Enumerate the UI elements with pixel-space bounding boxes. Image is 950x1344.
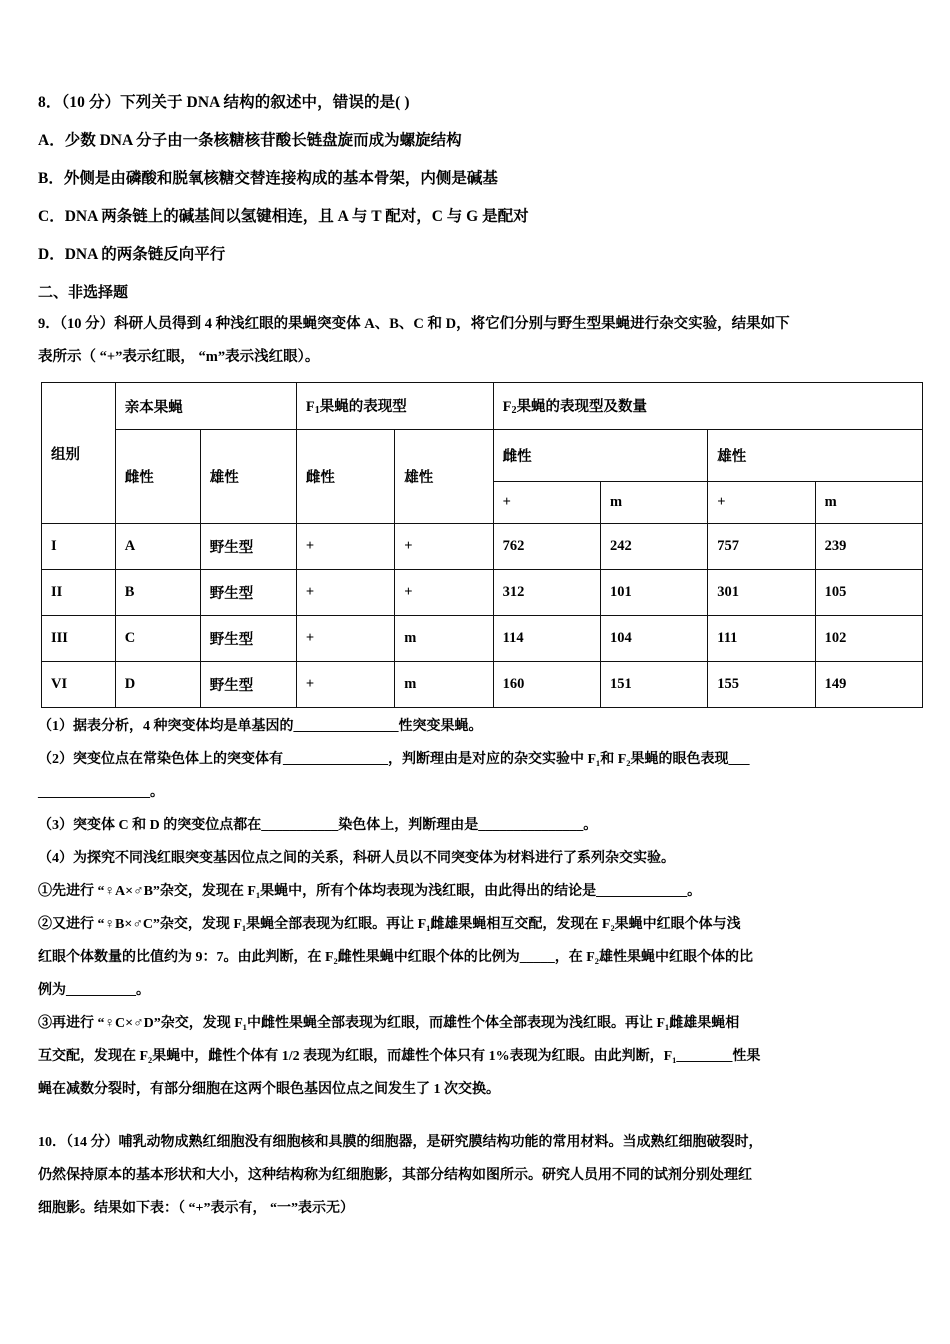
cell-f1-male: m <box>395 616 493 662</box>
cell-f2-male-plus: 155 <box>708 662 815 708</box>
cell-f2-male-plus: 757 <box>708 524 815 570</box>
question-8-option-a: A．少数 DNA 分子由一条核糖核苷酸长链盘旋而成为螺旋结构 <box>38 132 462 149</box>
question-9-item-2-line-2: 红眼个体数量的比值约为 9：7。由此判断，在 F₂雌性果蝇中红眼个体的比例为_____，在 F₂雄性果蝇中红眼个体的比 <box>38 950 753 965</box>
cell-parent-male: 野生型 <box>200 616 296 662</box>
cell-f1-female: + <box>296 616 394 662</box>
cell-f1-male: + <box>395 570 493 616</box>
table-header-group: 组别 <box>42 383 116 524</box>
question-9-stem-line-1: 9．（10 分）科研人员得到 4 种浅红眼的果蝇突变体 A、B、C 和 D，将它们分别与野生型果蝇进行杂交实验，结果如下 <box>38 316 790 332</box>
question-9-item-3-line-1: ③再进行 “♀C×♂D”杂交，发现 F₁中雌性果蝇全部表现为红眼，而雄性个体全部表现为浅红眼。再让 F₁雌雄果蝇相 <box>38 1016 740 1031</box>
cell-group: VI <box>42 662 116 708</box>
cross-experiment-table <box>41 382 923 708</box>
cell-f1-male: m <box>395 662 493 708</box>
table-header-f2-female: 雌性 <box>493 430 708 482</box>
question-9-part-2-line-2: ________________。 <box>38 785 164 800</box>
question-9-item-3-line-2: 互交配，发现在 F₂果蝇中，雌性个体有 1/2 表现为红眼，而雄性个体只有 1%表现为红眼。由此判断，F₁________性果 <box>38 1049 761 1064</box>
question-9-part-4: （4）为探究不同浅红眼突变基因位点之间的关系，科研人员以不同突变体为材料进行了系列杂交实验。 <box>38 851 675 866</box>
cell-group: III <box>42 616 116 662</box>
table-header-f2-female-m: m <box>600 482 707 524</box>
cell-group: II <box>42 570 116 616</box>
table-row <box>42 616 923 662</box>
question-8-option-b: B．外侧是由磷酸和脱氧核糖交替连接构成的基本骨架，内侧是碱基 <box>38 170 498 187</box>
question-9-item-1: ①先进行 “♀A×♂B”杂交，发现在 F₁果蝇中，所有个体均表现为浅红眼，由此得出的结论是_____________。 <box>38 884 702 899</box>
question-8-stem: 8．（10 分）下列关于 DNA 结构的叙述中，错误的是( ) <box>38 94 410 111</box>
table-header-parent-female: 雌性 <box>115 430 200 524</box>
question-9-stem-line-2: 表所示（ “+”表示红眼， “m”表示浅红眼）。 <box>38 349 320 365</box>
cell-f2-male-plus: 301 <box>708 570 815 616</box>
question-10-line-3: 细胞影。结果如下表：（ “+”表示有， “一”表示无） <box>38 1201 354 1216</box>
table-row <box>42 524 923 570</box>
cell-group: I <box>42 524 116 570</box>
cell-f1-female: + <box>296 570 394 616</box>
question-9-part-3: （3）突变体 C 和 D 的突变位点都在___________染色体上，判断理由是_______________。 <box>38 818 598 833</box>
table-header-parent-male: 雄性 <box>200 430 296 524</box>
cell-f1-male: + <box>395 524 493 570</box>
cell-f2-female-m: 242 <box>600 524 707 570</box>
cell-f2-male-plus: 111 <box>708 616 815 662</box>
table-header-f1: $F_1$果蝇的表现型 <box>296 383 493 430</box>
question-9-item-2-line-3: 例为__________。 <box>38 983 150 998</box>
cell-f1-female: + <box>296 524 394 570</box>
cell-parent-female: D <box>115 662 200 708</box>
question-9-item-3-line-3: 蝇在减数分裂时，有部分细胞在这两个眼色基因位点之间发生了 1 次交换。 <box>38 1082 500 1097</box>
cell-f2-male-m: 149 <box>815 662 922 708</box>
cell-parent-female: C <box>115 616 200 662</box>
table-header-f2-male-m: m <box>815 482 922 524</box>
cell-parent-male: 野生型 <box>200 662 296 708</box>
cell-parent-male: 野生型 <box>200 524 296 570</box>
question-8-option-d: D．DNA 的两条链反向平行 <box>38 246 226 263</box>
question-10-line-2: 仍然保持原本的基本形状和大小，这种结构称为红细胞影，其部分结构如图所示。研究人员用不同的试剂分别处理红 <box>38 1168 752 1183</box>
question-8-option-c: C．DNA 两条链上的碱基间以氢键相连，且 A 与 T 配对，C 与 G 是配对 <box>38 208 529 225</box>
table-header-f1-female: 雌性 <box>296 430 394 524</box>
table-row <box>42 662 923 708</box>
table-row <box>42 570 923 616</box>
cell-parent-female: A <box>115 524 200 570</box>
cell-parent-female: B <box>115 570 200 616</box>
table-header-f2: $F_2$果蝇的表现型及数量 <box>493 383 922 430</box>
question-9-part-2-line-1: （2）突变位点在常染色体上的突变体有_______________，判断理由是对应的杂交实验中 F₁和 F₂果蝇的眼色表现___ <box>38 752 750 767</box>
question-9-part-1: （1）据表分析，4 种突变体均是单基因的_______________性突变果蝇。 <box>38 719 483 734</box>
cell-f2-female-m: 151 <box>600 662 707 708</box>
cell-f1-female: + <box>296 662 394 708</box>
table-header-f2-male-plus: + <box>708 482 815 524</box>
cell-f2-male-m: 102 <box>815 616 922 662</box>
table-header-f2-female-plus: + <box>493 482 600 524</box>
question-9-item-2-line-1: ②又进行 “♀B×♂C”杂交，发现 F₁果蝇全部表现为红眼。再让 F₁雌雄果蝇相互交配，发现在 F₂果蝇中红眼个体与浅 <box>38 917 741 932</box>
cell-f2-female-m: 101 <box>600 570 707 616</box>
cell-f2-female-plus: 762 <box>493 524 600 570</box>
cell-f2-female-plus: 114 <box>493 616 600 662</box>
cell-f2-male-m: 239 <box>815 524 922 570</box>
section-2-heading: 二、非选择题 <box>38 285 129 301</box>
table-header-f2-male: 雄性 <box>708 430 923 482</box>
table-header-f1-male: 雄性 <box>395 430 493 524</box>
cell-f2-male-m: 105 <box>815 570 922 616</box>
cell-f2-female-plus: 160 <box>493 662 600 708</box>
cell-parent-male: 野生型 <box>200 570 296 616</box>
cell-f2-female-plus: 312 <box>493 570 600 616</box>
table-header-parent: 亲本果蝇 <box>115 383 296 430</box>
cell-f2-female-m: 104 <box>600 616 707 662</box>
question-10-line-1: 10．（14 分）哺乳动物成熟红细胞没有细胞核和具膜的细胞器，是研究膜结构功能的常用材料。当成熟红细胞破裂时， <box>38 1135 763 1150</box>
